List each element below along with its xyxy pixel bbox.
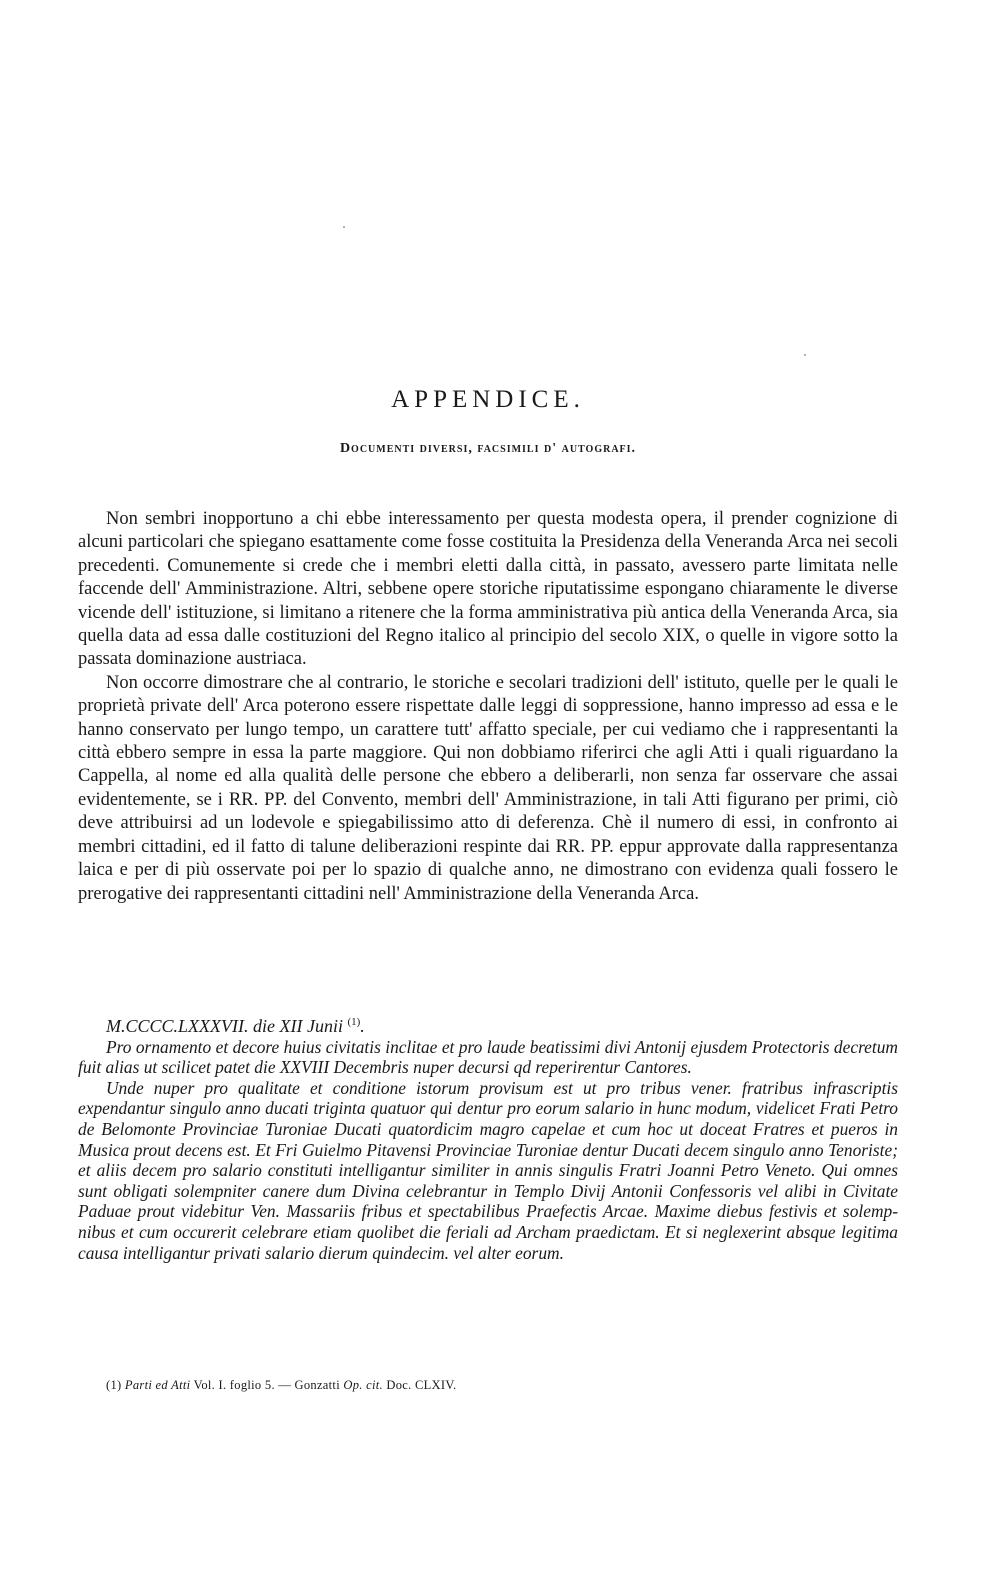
document-page [78, 0, 898, 1576]
document-date: M.CCCC.LXXXVII. die XII Junii [106, 1016, 343, 1036]
footnote-marker: (1) [106, 1378, 122, 1392]
footnote-doc-ref: Doc. CLXIV. [386, 1378, 457, 1392]
scan-speck [804, 354, 806, 356]
page-subtitle: Documenti diversi, facsimili d' autografi. [339, 441, 637, 456]
scan-speck [343, 226, 345, 228]
body-text [78, 508, 898, 906]
document-paragraph-2: Unde nuper pro qualitate et conditione istorum provisum est ut pro tribus vener. fratribus infrascriptis expendantur singulo anno ducati triginta quatuor qui dentur pro eorum salario in hunc modum, videlicet Frati Petro de Belomonte Provinciae Turoniae Ducati quatordicim magro capelae et cum hoc ut doceat Fratres et pueros in Musica prout decens est. Et Fri Guielmo Pitavensi Provinciae Turoniae dentur Ducati decem singulo anno Tenoriste; et aliis decem pro salario constituti intelligantur similiter in annis singulis Fratri Joanni Petro Veneto. Qui omnes sunt obligati solempniter canere dum Divina celebrantur in Templo Divij Antonii Confessoris vel alibi in Civitate Paduae prout videbitur Ven. Massariis fribus et spectabilibus Praefectis Arcae. Maxime diebus festivis et solempnibus et cum occurerit celebrare etiam quolibet die feriali ad Archam praedictam. Et si neglexerint absque legitima causa intelligantur privati salario dierum quindecim. vel alter eorum. [78, 1077, 898, 1263]
footnote-source-title: Parti ed Atti [124, 1378, 191, 1392]
document-paragraph-1: Pro ornamento et decore huius civitatis inclitae et pro laude beatissimi divi Antonij ejusdem Protectoris decretum fuit alias ut scilicet patet die XXVIII Decembris nuper decursi qd reperirentur Cantores. [78, 1036, 898, 1078]
footnote-op-cit: Op. cit. [343, 1378, 383, 1392]
quoted-document [78, 1016, 898, 1263]
page-title: APPENDICE. [391, 386, 585, 413]
document-heading: M.CCCC.LXXXVII. die XII Junii $^{(1)}$. [106, 1016, 365, 1036]
body-paragraph-2: Non occorre dimostrare che al contrario, le storiche e secolari tradizioni dell' istituto, quelle per le quali le proprietà private dell' Arca poterono essere rispettate dalle leggi di soppressione, hanno impresso ad essa e le hanno conservato per lungo tempo, un carattere tutt' affatto speciale, per cui vediamo che i rappresentanti la città ebbero sempre in essa la parte maggiore. Qui non dobbiamo riferirci che agli Atti i quali riguardano la Cappella, al nome ed alla qualità delle persone che ebbero a deliberarli, non senza far osservare che assai evidentemente, se i RR. PP. del Convento, membri dell' Amministrazione, in tali Atti figurano per primi, ciò deve attribuirsi ad un lodevole e spiegabilissimo atto di deferenza. Chè il numero di essi, in confronto ai membri cittadini, ed il fatto di talune deliberazioni respinte dai RR. PP. eppur approvate dalla rappresentanza laica e per di più osservate poi per lo spazio di qualche anno, ne dimostrano con evidenza quali fossero le prerogative dei rappresentanti cittadini nell' Amministrazione della Veneranda Arca. [78, 672, 898, 904]
footnote-source-ref: Vol. I. foglio 5. — Gonzatti [193, 1378, 340, 1392]
footnote-reference: (1) [347, 1016, 361, 1028]
footnote [106, 1378, 898, 1393]
body-paragraph-1: Non sembri inopportuno a chi ebbe interessamento per questa modesta opera, il prender cognizione di alcuni particolari che spiegano esattamente come fosse costituita la Presidenza della Veneranda Arca nei secoli precedenti. Comunemente si crede che i membri eletti dalla città, in passato, avessero parte limitata nelle faccende dell' Amministrazione. Altri, sebbene opere storiche riputatissime espongano chiaramente le diverse vicende dell' istituzione, si limitano a ritenere che la forma amministrativa più antica della Veneranda Arca, sia quella data ad essa dalle costituzioni del Regno italico al principio del secolo XIX, o quelle in vigore sotto la passata dominazione austriaca. [78, 509, 898, 670]
